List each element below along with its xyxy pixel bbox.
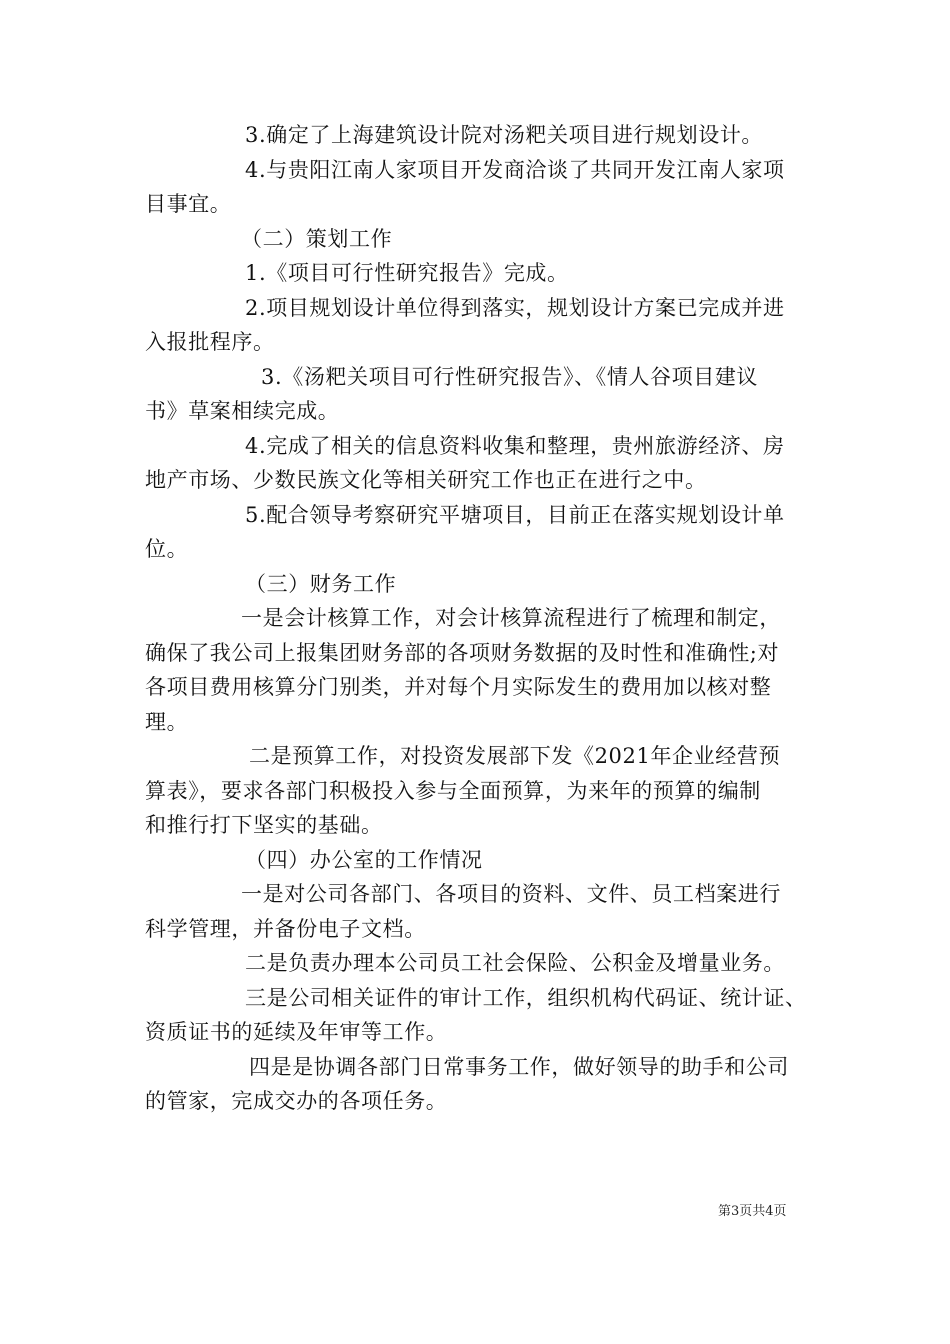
paragraph-line: 三是公司相关证件的审计工作，组织机构代码证、统计证、 (245, 985, 807, 1010)
paragraph-line: 科学管理，并备份电子文档。 (145, 916, 426, 941)
paragraph-line: 地产市场、少数民族文化等相关研究工作也正在进行之中。 (145, 468, 707, 492)
paragraph-line: 2.项目规划设计单位得到落实，规划设计方案已完成并进 (245, 295, 785, 320)
paragraph-line: 确保了我公司上报集团财务部的各项财务数据的及时性和准确性;对 (145, 640, 780, 665)
document-body (145, 118, 810, 1119)
paragraph-line: 各项目费用核算分门别类，并对每个月实际发生的费用加以核对整 (145, 675, 772, 699)
paragraph-line: 资质证书的延续及年审等工作。 (145, 1020, 448, 1044)
paragraph-line: 5.配合领导考察研究平塘项目，目前正在落实规划设计单 (245, 502, 785, 527)
paragraph-line: 1.《项目可行性研究报告》完成。 (245, 261, 569, 285)
paragraph-line: 二是负责办理本公司员工社会保险、公积金及增量业务。 (245, 951, 785, 975)
section-heading: （二）策划工作 (241, 226, 393, 251)
paragraph-line: 一是会计核算工作，对会计核算流程进行了梳理和制定， (241, 606, 781, 630)
paragraph-line: 和推行打下坚实的基础。 (145, 813, 383, 837)
paragraph-line: 理。 (145, 709, 189, 734)
paragraph-line: 目事宜。 (145, 192, 232, 216)
paragraph-line: 二是预算工作，对投资发展部下发《2021年企业经营预 (249, 744, 781, 768)
page-number-footer: 第3页共4页 (718, 1204, 787, 1219)
paragraph-line: 入报批程序。 (145, 330, 275, 354)
paragraph-line: 算表》，要求各部门积极投入参与全面预算，为来年的预算的编制 (145, 778, 761, 803)
paragraph-line: 一是对公司各部门、各项目的资料、文件、员工档案进行 (241, 882, 781, 906)
paragraph-line: 位。 (145, 537, 189, 561)
paragraph-line: 书》草案相续完成。 (145, 399, 340, 423)
section-heading: （三）财务工作 (245, 571, 397, 596)
paragraph-line: 四是是协调各部门日常事务工作，做好领导的助手和公司 (249, 1054, 789, 1079)
paragraph-line: 3.《汤粑关项目可行性研究报告》、《情人谷项目建议 (261, 364, 759, 389)
section-heading: （四）办公室的工作情况 (245, 847, 483, 872)
paragraph-line: 3.确定了上海建筑设计院对汤粑关项目进行规划设计。 (245, 123, 764, 147)
paragraph-line: 的管家，完成交办的各项任务。 (145, 1089, 448, 1113)
paragraph-line: 4.完成了相关的信息资料收集和整理，贵州旅游经济、房 (245, 433, 785, 458)
paragraph-line: 4.与贵阳江南人家项目开发商洽谈了共同开发江南人家项 (245, 157, 785, 182)
